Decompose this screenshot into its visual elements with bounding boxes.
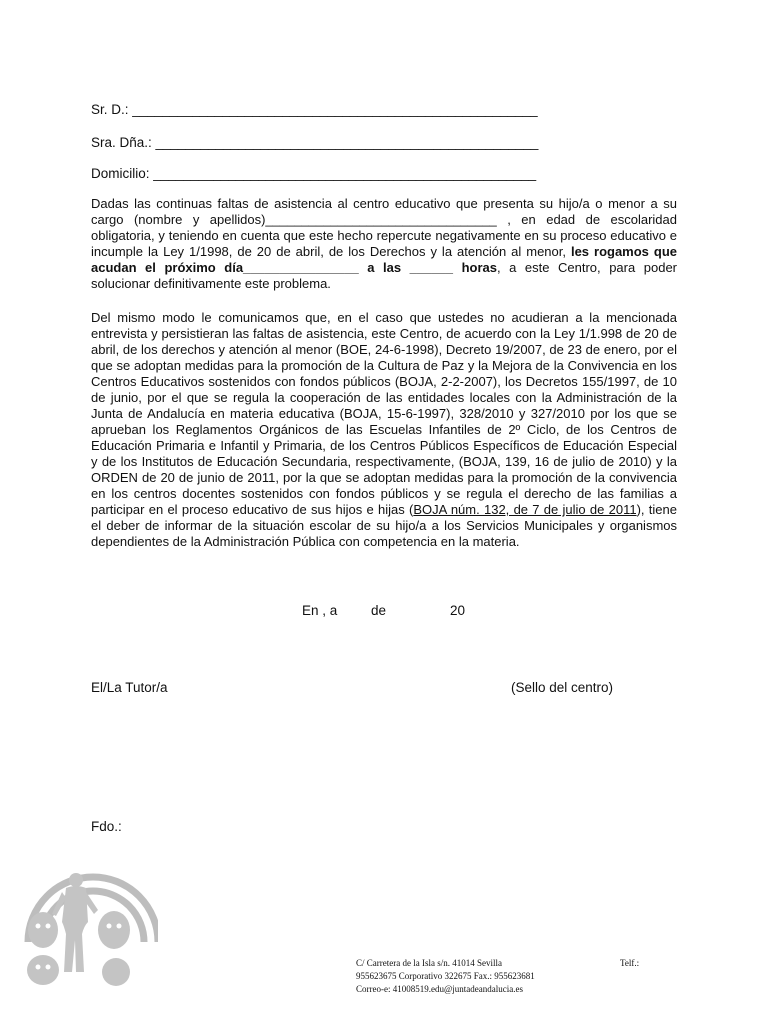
junta-andalucia-emblem-icon <box>18 822 158 992</box>
paragraph-legal-text-1: Del mismo modo le comunicamos que, en el caso que ustedes no acudieran a la mencionada entrevista y persistieran las faltas de asistencia, este Centro, de acuerdo con la Ley 1/1.998 de 20 de abril, de los derechos y atención al menor (BOE, 24-6-1998), Decreto 19/2007, de 23 de enero, por el que se adoptan medidas para la promoción de la Cultura de Paz y la Mejora de la Convivencia en los Centros Educativos sostenidos con fondos públicos (BOJA, 2-2-2007), los Decretos 155/1997, de 10 de junio, por el que se regula la cooperación de las entidades locales con la Administración de la Junta de Andalucía en materia educativa (BOJA, 15-6-1997), 328/2010 y 327/2010 por los que se aprueban los Reglamentos Orgánicos de las Escuelas Infantiles de 2º Ciclo, de los Centros de Educación Primaria e Infantil y Primaria, de los Centros Públicos Específicos de Educación Especial y de los Institutos de Educación Secundaria, respectivamente, (BOJA, 139, 16 de julio de 2010) y la ORDEN de 20 de junio de 2011, por la que se adoptan medidas para la promoción de la convivencia en los centros docentes sostenidos con fondos públicos y se regula el derecho de las familias a participar en el proceso educativo de sus hijos e hijas ( <box>91 310 677 517</box>
paragraph-citation-text-1: Dadas las continuas faltas de asistencia al centro educativo que presenta su hijo/a o menor a su cargo (nombre y apellidos)________________________________ , en edad de escolaridad obligatoria, y teniendo en cuenta que este hecho repercute negativamente en su proceso educativo e incumple la Ley 1/1998, de 20 de abril, de los Derechos y la atención al menor, <box>91 196 677 259</box>
sr-field[interactable]: Sr. D.: ______________________________________________________ <box>91 102 538 117</box>
footer-address-line: C/ Carretera de la Isla s/n. 41014 Sevilla <box>356 958 502 968</box>
sra-field[interactable]: Sra. Dña.: ___________________________________________________ <box>91 135 539 150</box>
paragraph-legal-text-2: ), tiene el deber de informar de la situación escolar de su hijo/a a los Servicios Municipales y organismos dependientes de la Administración Pública con competencia en la materia. <box>91 502 677 549</box>
domicilio-field[interactable]: Domicilio: ___________________________________________________ <box>91 166 537 181</box>
paragraph-citation <box>91 196 677 292</box>
date-place: En , a <box>302 603 338 618</box>
fdo-label: Fdo.: <box>91 819 122 834</box>
date-year: 20 <box>450 603 466 618</box>
footer-email-line: Correo-e: 41008519.edu@juntadeandalucia.es <box>356 984 523 994</box>
footer-phone-line: 955623675 Corporativo 322675 Fax.: 955623681 <box>356 971 535 981</box>
paragraph-citation-text-2: , a este Centro, para poder solucionar definitivamente este problema. <box>91 260 678 291</box>
footer-telf-label: Telf.: <box>620 958 640 968</box>
date-de: de <box>371 603 387 618</box>
tutor-label: El/La Tutor/a <box>91 680 168 695</box>
boja-reference: BOJA núm. 132, de 7 de julio de 2011 <box>413 502 637 517</box>
footer-address <box>356 957 656 996</box>
sello-label: (Sello del centro) <box>511 680 614 695</box>
paragraph-legal <box>91 310 677 550</box>
appointment-request: les rogamos que acudan el próximo día________________ a las ______ horas <box>91 244 678 275</box>
